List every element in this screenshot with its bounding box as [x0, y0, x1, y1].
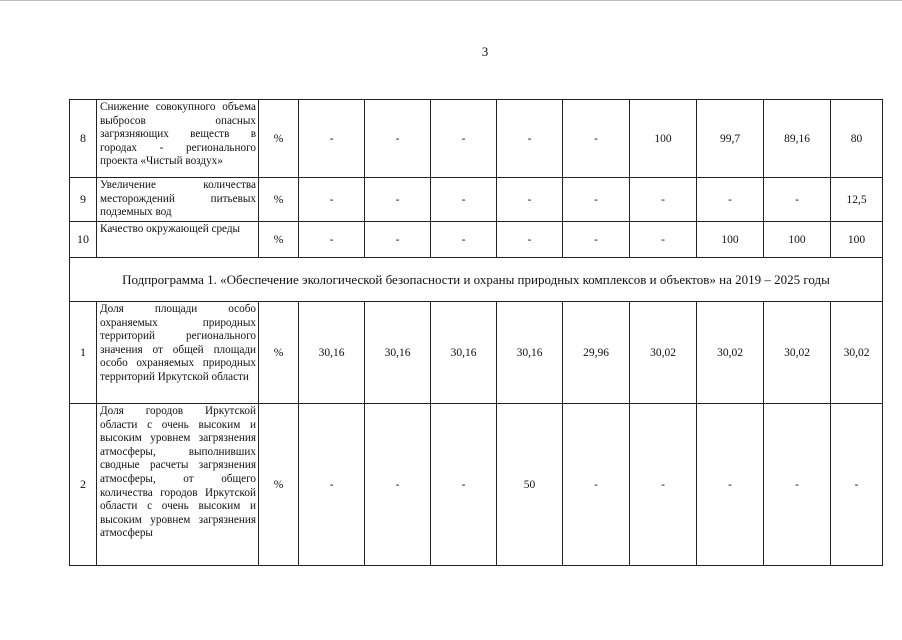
value-cell: 100: [764, 222, 831, 258]
row-number: 9: [70, 178, 97, 222]
table-row: [70, 100, 883, 178]
value-cell: 30,02: [697, 302, 764, 404]
value-cell: -: [630, 222, 697, 258]
subprogram-heading: Подпрограмма 1. «Обеспечение экологической безопасности и охраны природных комплексов и объектов» на 2019 – 2025 годы: [70, 258, 883, 302]
value-cell: 30,16: [497, 302, 563, 404]
value-cell: -: [299, 178, 365, 222]
subprogram-heading-row: [70, 258, 883, 302]
indicators-table: [69, 99, 883, 566]
value-cell: -: [299, 222, 365, 258]
value-cell: -: [365, 100, 431, 178]
value-cell: -: [563, 404, 630, 566]
indicator-name: Доля городов Иркутской области с очень высоким и высоким уровнем загрязнения атмосферы, выполнивших сводные расчеты загрязнения атмосферы, от общего количества городов Иркутской области с очень высоким и высоким уровнем загрязнения атмосферы: [97, 404, 259, 566]
table-body-heading: [70, 258, 883, 302]
unit-cell: %: [259, 222, 299, 258]
value-cell: -: [431, 404, 497, 566]
value-cell: -: [365, 178, 431, 222]
value-cell: 100: [697, 222, 764, 258]
value-cell: -: [365, 404, 431, 566]
value-cell: 12,5: [831, 178, 883, 222]
value-cell: -: [563, 100, 630, 178]
value-cell: 30,16: [299, 302, 365, 404]
value-cell: 30,16: [365, 302, 431, 404]
indicator-name: Увеличение количества месторождений питьевых подземных вод: [97, 178, 259, 222]
row-number: 2: [70, 404, 97, 566]
table-row: [70, 178, 883, 222]
value-cell: -: [497, 222, 563, 258]
value-cell: -: [563, 178, 630, 222]
unit-cell: %: [259, 404, 299, 566]
value-cell: 30,16: [431, 302, 497, 404]
value-cell: 99,7: [697, 100, 764, 178]
value-cell: -: [299, 404, 365, 566]
value-cell: -: [431, 178, 497, 222]
indicator-name: Снижение совокупного объема выбросов опасных загрязняющих веществ в городах - регионального проекта «Чистый воздух»: [97, 100, 259, 178]
value-cell: 50: [497, 404, 563, 566]
table-row: [70, 404, 883, 566]
value-cell: -: [831, 404, 883, 566]
row-number: 8: [70, 100, 97, 178]
value-cell: -: [563, 222, 630, 258]
value-cell: -: [365, 222, 431, 258]
value-cell: -: [630, 178, 697, 222]
indicator-name: Качество окружающей среды: [97, 222, 259, 258]
unit-cell: %: [259, 100, 299, 178]
value-cell: 30,02: [831, 302, 883, 404]
value-cell: 100: [630, 100, 697, 178]
value-cell: -: [431, 222, 497, 258]
table-body-subprogram: [70, 302, 883, 566]
row-number: 10: [70, 222, 97, 258]
value-cell: 30,02: [764, 302, 831, 404]
table-row: [70, 302, 883, 404]
table-row: [70, 222, 883, 258]
value-cell: -: [431, 100, 497, 178]
indicator-name: Доля площади особо охраняемых природных территорий регионального значения от общей площади особо охраняемых природных территорий Иркутской области: [97, 302, 259, 404]
value-cell: -: [497, 100, 563, 178]
row-number: 1: [70, 302, 97, 404]
value-cell: -: [764, 404, 831, 566]
value-cell: 80: [831, 100, 883, 178]
value-cell: 89,16: [764, 100, 831, 178]
value-cell: -: [630, 404, 697, 566]
value-cell: 29,96: [563, 302, 630, 404]
value-cell: -: [697, 178, 764, 222]
value-cell: 30,02: [630, 302, 697, 404]
page-number: 3: [481, 44, 489, 59]
value-cell: -: [764, 178, 831, 222]
value-cell: -: [299, 100, 365, 178]
unit-cell: %: [259, 178, 299, 222]
value-cell: -: [497, 178, 563, 222]
unit-cell: %: [259, 302, 299, 404]
value-cell: 100: [831, 222, 883, 258]
table-body-regional: [70, 100, 883, 258]
scan-edge-line: [0, 0, 902, 1]
value-cell: -: [697, 404, 764, 566]
